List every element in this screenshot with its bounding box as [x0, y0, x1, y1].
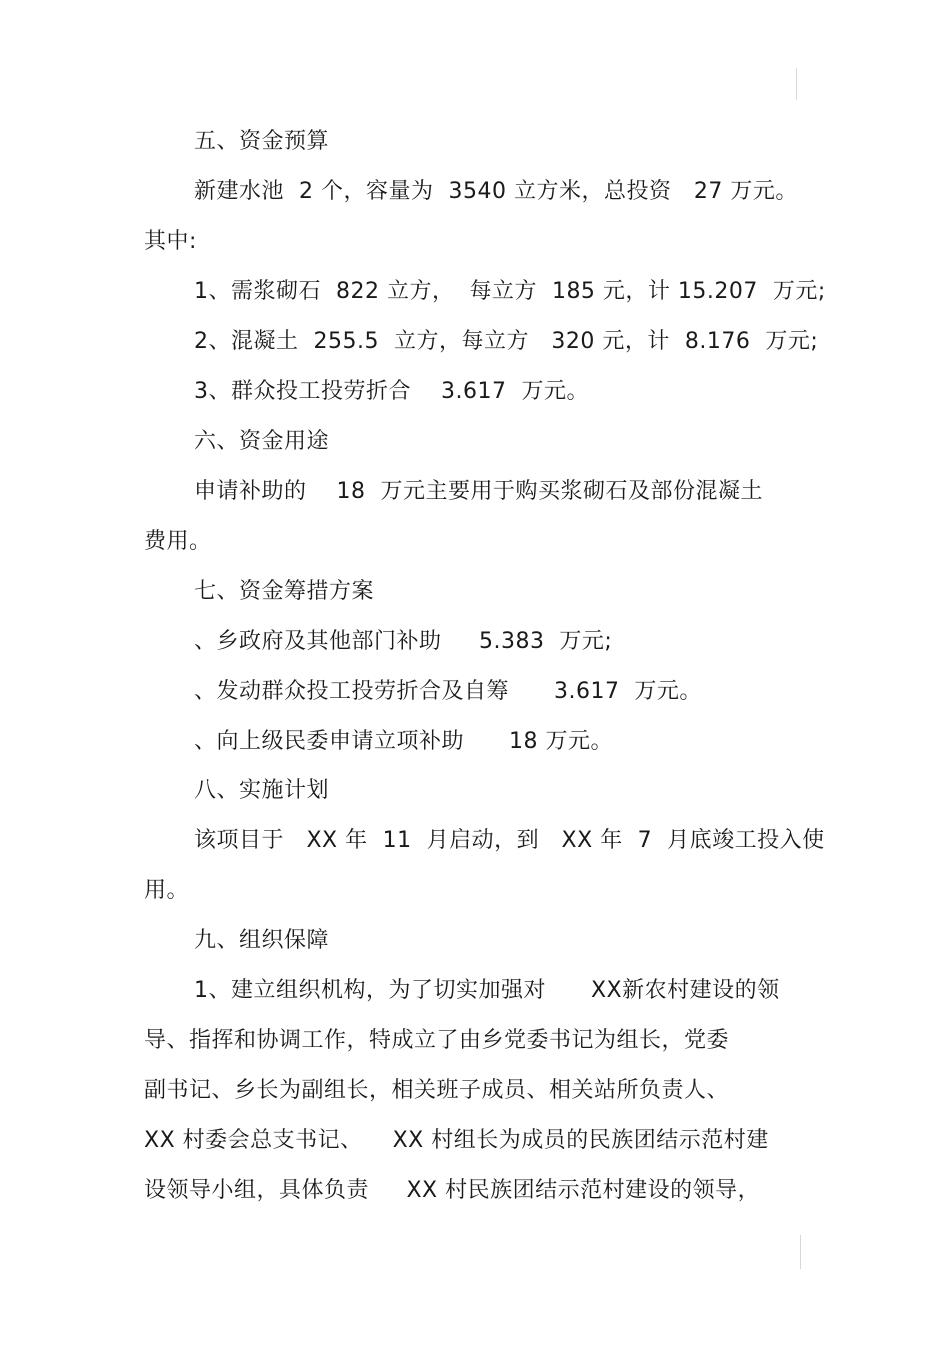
paragraph-line: 1、建立组织机构，为了切实加强对 XX新农村建设的领	[194, 978, 780, 1003]
heading-organization: 九、组织保障	[194, 928, 330, 953]
heading-funding: 七、资金筹措方案	[194, 579, 375, 604]
list-item: 1、需浆砌石 822 立方， 每立方 185 元，计 15.207 万元;	[194, 279, 826, 304]
heading-budget: 五、资金预算	[194, 129, 330, 154]
list-item: 2、混凝土 255.5 立方，每立方 320 元，计 8.176 万元;	[194, 329, 819, 354]
paragraph-line: 其中:	[144, 229, 197, 254]
paragraph-line: XX 村委会总支书记、 XX 村组长为成员的民族团结示范村建	[144, 1128, 769, 1153]
paragraph-line: 用。	[144, 878, 190, 903]
paragraph-line: 设领导小组，具体负责 XX 村民族团结示范村建设的领导，	[144, 1178, 761, 1203]
page-edge-mark-bottom	[800, 1235, 801, 1269]
paragraph-line: 该项目于 XX 年 11 月启动，到 XX 年 7 月底竣工投入使	[194, 828, 825, 853]
paragraph-line: 副书记、乡长为副组长，相关班子成员、相关站所负责人、	[144, 1078, 730, 1103]
heading-usage: 六、资金用途	[194, 429, 330, 454]
paragraph-line: 导、指挥和协调工作，特成立了由乡党委书记为组长，党委	[144, 1028, 730, 1053]
paragraph-line: 申请补助的 18 万元主要用于购买浆砌石及部份混凝土	[194, 479, 763, 504]
list-item: 3、群众投工投劳折合 3.617 万元。	[194, 379, 589, 404]
paragraph-line: 新建水池 2 个，容量为 3540 立方米，总投资 27 万元。	[194, 179, 798, 204]
paragraph-line: 费用。	[144, 529, 212, 554]
list-item: 、发动群众投工投劳折合及自筹 3.617 万元。	[194, 679, 702, 704]
list-item: 、乡政府及其他部门补助 5.383 万元;	[194, 629, 613, 654]
page-edge-mark-top	[796, 68, 797, 100]
heading-plan: 八、实施计划	[194, 778, 330, 803]
list-item: 、向上级民委申请立项补助 18 万元。	[194, 729, 613, 754]
